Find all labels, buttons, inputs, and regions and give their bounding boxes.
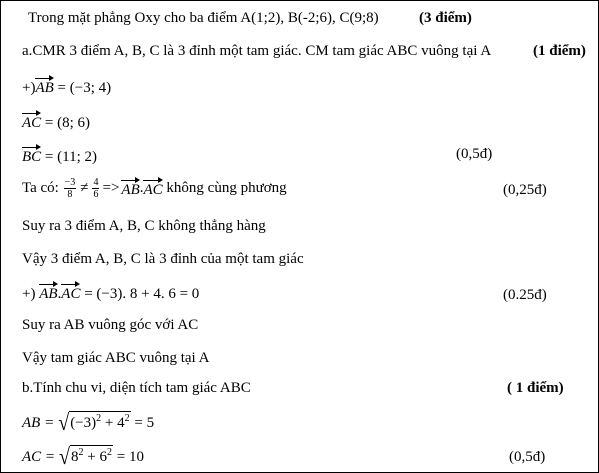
implies-arrow: => <box>102 180 120 196</box>
ab-exp-2: 2 <box>124 413 130 424</box>
vector-ab-value: = (−3; 4) <box>57 80 112 96</box>
vector-bc-score: (0,5đ) <box>456 146 493 162</box>
ac-length-lhs: AC = <box>22 449 56 465</box>
vector-ac-value: = (8; 6) <box>44 115 91 131</box>
ac-sqrt <box>59 444 113 470</box>
perpendicular-text-1: Suy ra AB vuông góc với AC <box>22 317 199 333</box>
fraction-1-numerator: −3 <box>64 177 76 188</box>
ratio-dot: . <box>139 180 144 196</box>
vector-ab: AB <box>35 77 53 97</box>
problem-statement: Trong mặt phẳng Oxy cho ba điểm A(1;2), B(-2;6), C(9;8) <box>28 10 379 26</box>
part-b-points: ( 1 điểm) <box>507 380 564 396</box>
fraction-2-numerator: 4 <box>93 177 99 188</box>
part-b-text: b.Tính chu vi, diện tích tam giác ABC <box>22 380 251 396</box>
ab-plus: + 4 <box>101 415 125 431</box>
dot-vector-ab: AB <box>39 283 57 303</box>
part-a-points: (1 điểm) <box>533 43 586 59</box>
problem-points: (3 điểm) <box>419 10 472 26</box>
ac-radicand: 8 <box>71 449 79 465</box>
ac-length-score: (0,5đ) <box>509 449 546 465</box>
dot-vector-ac: AC <box>61 283 80 303</box>
ab-result: = 5 <box>130 415 155 431</box>
dot-product-expression: = (−3). 8 + 4. 6 = 0 <box>84 286 200 302</box>
dot-product-dot: . <box>57 286 62 302</box>
dot-product-prefix: +) <box>22 286 36 302</box>
dot-product-score: (0.25đ) <box>503 287 547 303</box>
ratio-suffix: không cùng phương <box>162 180 287 196</box>
ac-exp-1: 2 <box>78 447 84 458</box>
ratio-vector-ac: AC <box>143 179 162 199</box>
sqrt-symbol: √ <box>58 410 70 436</box>
vector-bc: BC <box>22 146 41 166</box>
ab-length-lhs: AB = <box>22 415 55 431</box>
triangle-text: Vậy 3 điểm A, B, C là 3 đỉnh của một tam giác <box>22 251 304 267</box>
not-equal-sign: ≠ <box>80 180 89 196</box>
ab-exp-1: 2 <box>96 413 102 424</box>
fraction-2-denominator: 6 <box>93 189 99 200</box>
perpendicular-text-2: Vậy tam giác ABC vuông tại A <box>22 350 210 366</box>
part-a-text: a.CMR 3 điểm A, B, C là 3 đỉnh một tam giác. CM tam giác ABC vuông tại A <box>22 43 492 59</box>
vector-ac: AC <box>22 112 41 132</box>
fraction-1 <box>64 177 77 200</box>
ratio-prefix: Ta có: <box>22 180 63 196</box>
sqrt-symbol: √ <box>59 444 71 470</box>
fraction-2 <box>92 177 99 200</box>
ac-exp-2: 2 <box>107 447 112 458</box>
ac-plus: + 6 <box>83 449 107 465</box>
ab-radicand: (−3) <box>70 415 97 431</box>
vector-prefix: +) <box>22 80 36 96</box>
ratio-score: (0,25đ) <box>503 182 547 198</box>
fraction-1-denominator: 8 <box>67 189 73 200</box>
ab-sqrt <box>58 410 130 436</box>
ac-result: = 10 <box>113 449 144 465</box>
vector-bc-value: = (11; 2) <box>44 149 97 165</box>
not-collinear-text: Suy ra 3 điểm A, B, C không thẳng hàng <box>22 218 266 234</box>
ratio-vector-ab: AB <box>121 179 139 199</box>
